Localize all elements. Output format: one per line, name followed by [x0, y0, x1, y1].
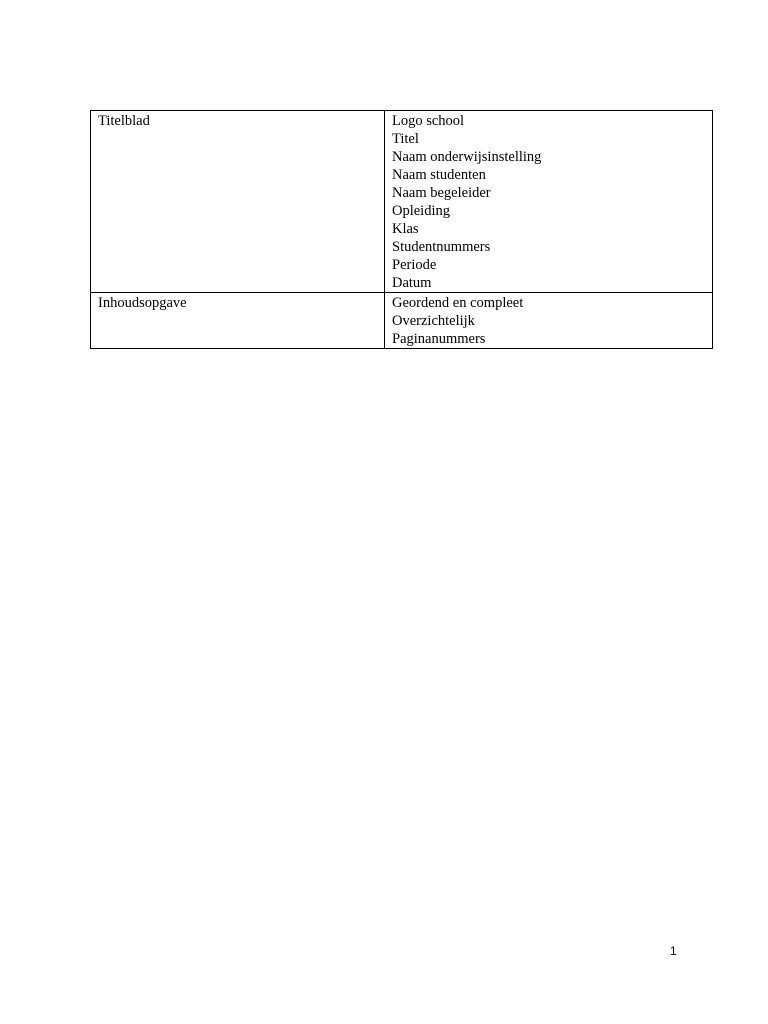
section-label-cell: [91, 293, 385, 349]
section-label: Inhoudsopgave: [98, 295, 187, 311]
table-row: [91, 293, 713, 349]
section-label-cell: [91, 111, 385, 293]
list-item: Overzichtelijk: [392, 313, 475, 329]
section-label: Titelblad: [98, 113, 150, 129]
list-item: Naam begeleider: [392, 185, 491, 201]
page-number: 1: [670, 944, 677, 958]
list-item: Naam studenten: [392, 167, 486, 183]
list-item: Geordend en compleet: [392, 295, 524, 311]
list-item: Logo school: [392, 113, 465, 129]
list-item: Naam onderwijsinstelling: [392, 149, 542, 165]
list-item: Paginanummers: [392, 331, 486, 347]
section-items-cell: [385, 111, 713, 293]
list-item: Klas: [392, 221, 419, 237]
section-items-cell: [385, 293, 713, 349]
list-item: Datum: [392, 275, 432, 291]
list-item: Titel: [392, 131, 419, 147]
requirements-table: [90, 110, 713, 349]
list-item: Periode: [392, 257, 437, 273]
table-row: [91, 111, 713, 293]
list-item: Opleiding: [392, 203, 450, 219]
list-item: Studentnummers: [392, 239, 491, 255]
